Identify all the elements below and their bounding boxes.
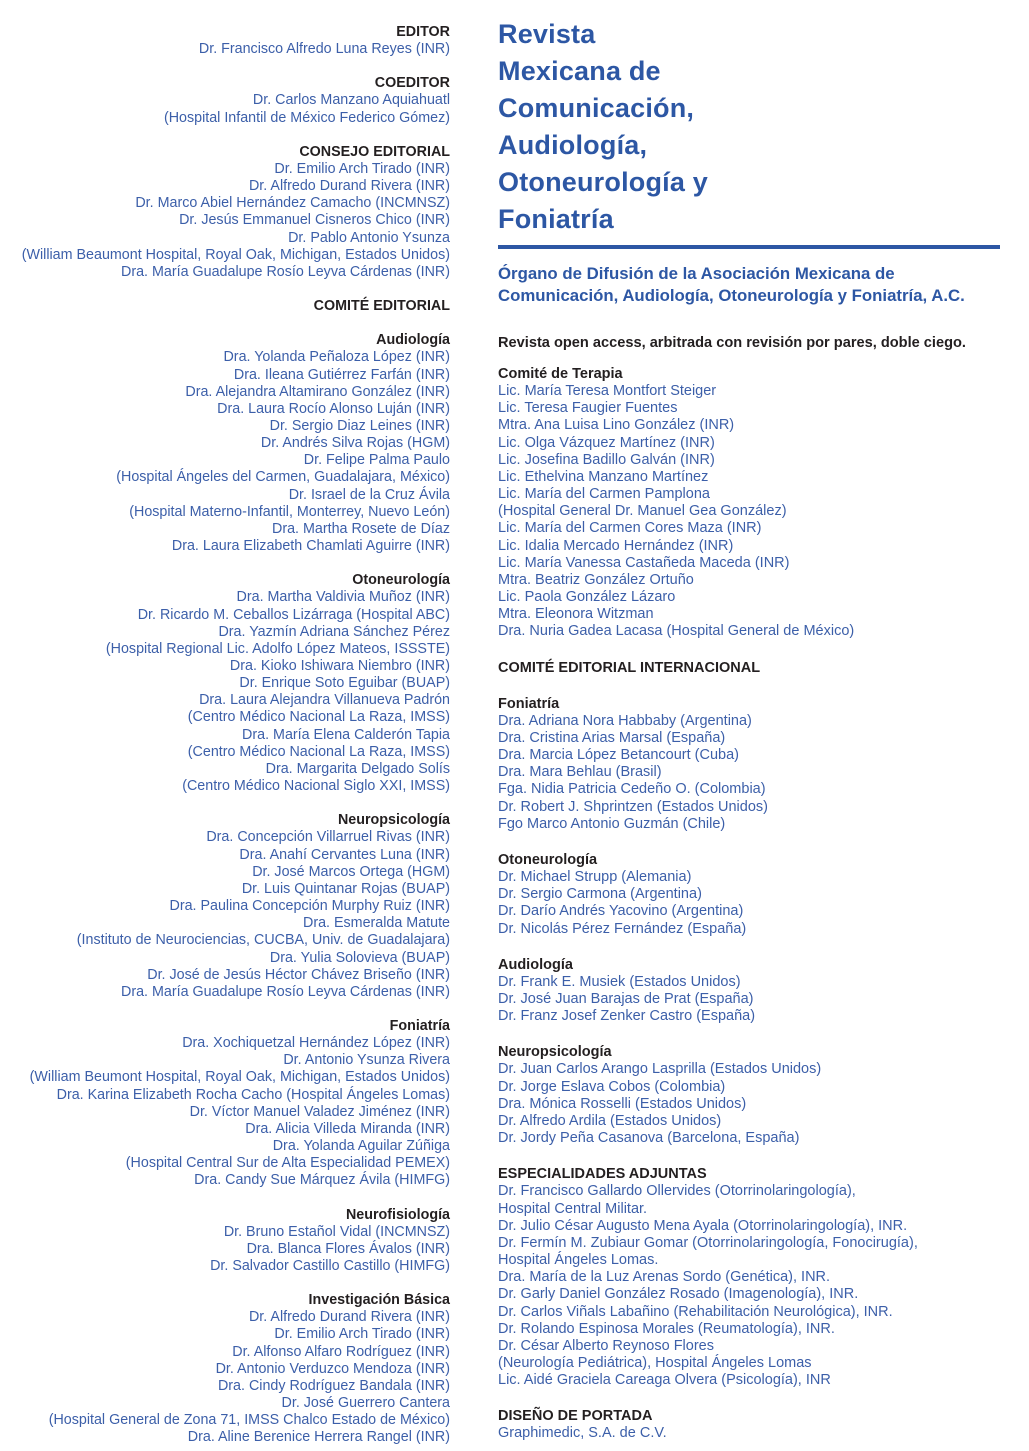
member-line: (Hospital Infantil de México Federico Gómez) <box>163 109 450 126</box>
member-line: Dr. José de Jesús Héctor Chávez Briseño (INR) <box>147 966 450 983</box>
section-lines <box>0 161 450 281</box>
member-line: Dra. Adriana Nora Habbaby (Argentina) <box>498 712 752 729</box>
section-heading: Audiología <box>498 956 573 973</box>
member-line: Lic. Idalia Mercado Hernández (INR) <box>498 537 734 554</box>
member-line: Dr. Sergio Carmona (Argentina) <box>498 886 702 903</box>
member-line: Dra. Esmeralda Matute <box>303 915 450 932</box>
section-heading: Audiología <box>376 332 450 349</box>
member-line: Lic. Ethelvina Manzano Martínez <box>498 468 709 485</box>
section-heading: Investigación Básica <box>308 1292 450 1309</box>
member-line: Lic. Paola González Lázaro <box>498 589 676 606</box>
member-line: Graphimedic, S.A. de C.V. <box>498 1425 667 1442</box>
member-line: Mtra. Eleonora Witzman <box>498 606 654 623</box>
section-heading: Foniatría <box>498 695 560 712</box>
member-line: Lic. Josefina Badillo Galván (INR) <box>498 451 715 468</box>
member-line: (Hospital Regional Lic. Adolfo López Mateos, ISSSTE) <box>105 640 450 657</box>
member-line: Dr. Francisco Gallardo Ollervides (Otorrinolaringología), <box>498 1183 856 1200</box>
member-line: Dra. Ileana Gutiérrez Farfán (INR) <box>233 366 450 383</box>
journal-title <box>498 16 1013 238</box>
committee-section <box>498 852 1013 938</box>
member-line: Dr. Enrique Soto Eguibar (BUAP) <box>239 675 450 692</box>
member-line: Fgo Marco Antonio Guzmán (Chile) <box>498 815 726 832</box>
member-line: Dr. José Juan Barajas de Prat (España) <box>498 991 754 1007</box>
journal-title-line: Audiología, <box>498 130 648 160</box>
member-line: Lic. María del Carmen Pamplona <box>498 486 710 503</box>
member-line: Dra. Candy Sue Márquez Ávila (HIMFG) <box>194 1172 450 1189</box>
member-line: Dr. Carlos Manzano Aquiahuatl <box>252 92 450 109</box>
committee-section <box>498 366 1013 641</box>
member-line: Lic. Olga Vázquez Martínez (INR) <box>498 434 715 451</box>
member-line: Dr. Pablo Antonio Ysunza <box>288 229 450 246</box>
member-line: Dr. Juan Carlos Arango Lasprilla (Estados Unidos) <box>498 1061 822 1078</box>
right-column <box>498 0 1013 1451</box>
member-line: Dr. Felipe Palma Paulo <box>303 452 450 469</box>
member-line: Dra. María Guadalupe Rosío Leyva Cárdenas (INR) <box>121 983 450 1000</box>
title-divider-rule <box>498 245 1000 249</box>
member-line: Dra. Martha Valdivia Muñoz (INR) <box>236 589 450 606</box>
section-heading: Neuropsicología <box>337 812 450 829</box>
section-lines <box>0 41 450 58</box>
member-line: (Hospital Ángeles del Carmen, Guadalajara, México) <box>116 469 450 486</box>
section-lines <box>0 589 450 795</box>
member-line: Dr. Antonio Ysunza Rivera <box>283 1052 450 1069</box>
member-line: Dr. José Guerrero Cantera <box>281 1395 450 1412</box>
member-line: Dra. Margarita Delgado Solís <box>265 760 450 777</box>
member-line: Lic. Teresa Faugier Fuentes <box>498 400 678 417</box>
section-heading: COMITÉ EDITORIAL INTERNACIONAL <box>498 659 761 676</box>
member-line: Dr. Salvador Castillo Castillo (HIMFG) <box>210 1258 450 1274</box>
editorial-section <box>0 1018 450 1190</box>
member-line: Dra. Yolanda Aguilar Zúñiga <box>272 1138 450 1155</box>
member-line: Dr. Robert J. Shprintzen (Estados Unidos) <box>498 798 768 815</box>
editorial-section <box>0 572 450 795</box>
journal-subtitle <box>498 263 1013 307</box>
section-lines <box>0 1224 450 1275</box>
journal-title-line: Foniatría <box>498 204 614 234</box>
member-line: Dr. Jorge Eslava Cobos (Colombia) <box>498 1078 726 1095</box>
member-line: Dra. Anahí Cervantes Luna (INR) <box>239 846 450 863</box>
section-lines <box>498 713 1013 833</box>
member-line: (Hospital General Dr. Manuel Gea González) <box>498 503 787 520</box>
member-line: Dr. Emilio Arch Tirado (INR) <box>274 1326 450 1343</box>
member-line: Lic. María del Carmen Cores Maza (INR) <box>498 520 762 537</box>
member-line: Dra. Mara Behlau (Brasil) <box>498 764 662 781</box>
section-lines <box>498 974 1013 1025</box>
member-line: Dr. Jordy Peña Casanova (Barcelona, España) <box>498 1130 800 1147</box>
member-line: (Centro Médico Nacional Siglo XXI, IMSS) <box>182 778 450 795</box>
section-lines <box>0 1309 450 1446</box>
section-heading: CONSEJO EDITORIAL <box>299 143 450 160</box>
member-line: Dr. Marco Abiel Hernández Camacho (INCMNSZ) <box>135 195 450 212</box>
section-lines <box>0 349 450 555</box>
editorial-section <box>0 24 450 58</box>
section-lines <box>0 1035 450 1189</box>
member-line: Dr. Rolando Espinosa Morales (Reumatología), INR. <box>498 1320 835 1337</box>
journal-subtitle-line: Comunicación, Audiología, Otoneurología y Foniatría, A.C. <box>498 286 965 305</box>
member-line: Dra. Concepción Villarruel Rivas (INR) <box>206 829 450 846</box>
member-line: Dra. Aline Berenice Herrera Rangel (INR) <box>187 1429 450 1446</box>
committee-section <box>498 1044 1013 1147</box>
member-line: (Hospital General de Zona 71, IMSS Chalco Estado de México) <box>48 1412 450 1429</box>
member-line: Dr. Alfonso Alfaro Rodríguez (INR) <box>232 1343 450 1360</box>
member-line: Dra. Alejandra Altamirano González (INR) <box>185 383 450 400</box>
member-line: Dra. Karina Elizabeth Rocha Cacho (Hospital Ángeles Lomas) <box>56 1086 450 1103</box>
member-line: (Neurología Pediátrica), Hospital Ángeles Lomas <box>498 1354 812 1371</box>
member-line: Dra. Cindy Rodríguez Bandala (INR) <box>217 1377 450 1394</box>
member-line: Dr. Nicolás Pérez Fernández (España) <box>498 920 747 937</box>
member-line: Dra. Xochiquetzal Hernández López (INR) <box>182 1035 450 1052</box>
journal-title-line: Revista <box>498 19 596 49</box>
left-column <box>0 0 450 1451</box>
member-line: Lic. María Teresa Montfort Steiger <box>498 383 717 400</box>
committee-section <box>498 1408 1013 1442</box>
member-line: Dra. Yulia Solovieva (BUAP) <box>269 949 450 966</box>
member-line: Dra. María Guadalupe Rosío Leyva Cárdenas (INR) <box>121 263 450 280</box>
member-line: Dr. Emilio Arch Tirado (INR) <box>274 160 450 177</box>
member-line: Lic. Aidé Graciela Careaga Olvera (Psicología), INR <box>498 1372 831 1389</box>
member-line: Dra. Blanca Flores Ávalos (INR) <box>246 1240 450 1257</box>
member-line: Dr. Luis Quintanar Rojas (BUAP) <box>241 880 450 897</box>
member-line: (Centro Médico Nacional La Raza, IMSS) <box>187 709 450 726</box>
section-lines <box>498 869 1013 938</box>
member-line: Dra. Yazmín Adriana Sánchez Pérez <box>218 623 450 640</box>
journal-subtitle-line: Órgano de Difusión de la Asociación Mexicana de <box>498 264 895 283</box>
member-line: Fga. Nidia Patricia Cedeño O. (Colombia) <box>498 781 766 798</box>
member-line: Dr. Ricardo M. Ceballos Lizárraga (Hospital ABC) <box>137 606 450 623</box>
member-line: Mtra. Ana Luisa Lino González (INR) <box>498 417 735 434</box>
section-lines <box>498 1425 1013 1442</box>
member-line: Dr. César Alberto Reynoso Flores <box>498 1337 714 1354</box>
member-line: Dra. Martha Rosete de Díaz <box>272 520 450 537</box>
committee-sections <box>498 366 1013 1443</box>
member-line: Dr. José Marcos Ortega (HGM) <box>252 863 450 880</box>
member-line: Dra. Laura Elizabeth Chamlati Aguirre (INR) <box>171 538 450 555</box>
journal-title-line: Comunicación, <box>498 93 695 123</box>
member-line: Dra. Laura Rocío Alonso Luján (INR) <box>217 400 450 417</box>
open-access-note: Revista open access, arbitrada con revisión por pares, doble ciego. <box>498 335 966 351</box>
member-line: Hospital Central Militar. <box>498 1200 648 1217</box>
journal-title-line: Mexicana de <box>498 56 661 86</box>
member-line: Dra. Kioko Ishiwara Niembro (INR) <box>229 658 450 674</box>
member-line: Dr. Sergio Diaz Leines (INR) <box>269 417 450 434</box>
section-heading: Foniatría <box>389 1017 450 1034</box>
member-line: Dr. Alfredo Durand Rivera (INR) <box>248 178 450 195</box>
member-line: (Instituto de Neurociencias, CUCBA, Univ. de Guadalajara) <box>76 932 450 949</box>
section-heading: COMITÉ EDITORIAL <box>313 298 450 315</box>
section-heading: Neurofisiología <box>345 1206 450 1223</box>
section-lines <box>498 383 1013 640</box>
member-line: Dra. Paulina Concepción Murphy Ruiz (INR) <box>169 898 450 915</box>
member-line: Dr. Alfredo Ardila (Estados Unidos) <box>498 1112 722 1129</box>
member-line: (Hospital Materno-Infantil, Monterrey, Nuevo León) <box>129 503 450 520</box>
member-line: Dr. Frank E. Musiek (Estados Unidos) <box>498 973 741 990</box>
member-line: Dr. Antonio Verduzco Mendoza (INR) <box>215 1360 450 1377</box>
section-lines <box>498 1183 1013 1389</box>
member-line: Lic. María Vanessa Castañeda Maceda (INR) <box>498 554 790 571</box>
section-heading: COEDITOR <box>374 75 450 92</box>
section-heading: Otoneurología <box>352 572 450 589</box>
member-line: Dra. Marcia López Betancourt (Cuba) <box>498 747 739 764</box>
member-line: Dr. Michael Strupp (Alemania) <box>498 869 692 886</box>
member-line: Dra. Cristina Arias Marsal (España) <box>498 729 726 746</box>
editorial-section <box>0 1207 450 1276</box>
journal-title-line: Otoneurología y <box>498 167 709 197</box>
member-line: (Centro Médico Nacional La Raza, IMSS) <box>187 743 450 760</box>
section-heading: Comité de Terapia <box>498 366 623 382</box>
section-lines <box>0 829 450 1001</box>
section-lines <box>498 1061 1013 1147</box>
committee-section <box>498 957 1013 1026</box>
section-heading: Otoneurología <box>498 851 598 868</box>
member-line: (Hospital Central Sur de Alta Especialidad PEMEX) <box>125 1155 450 1172</box>
member-line: Mtra. Beatriz González Ortuño <box>498 571 694 588</box>
member-line: Dr. Jesús Emmanuel Cisneros Chico (INR) <box>179 212 450 229</box>
member-line: Hospital Ángeles Lomas. <box>498 1252 659 1269</box>
section-heading: EDITOR <box>396 24 450 40</box>
member-line: Dra. Yolanda Peñaloza López (INR) <box>223 349 450 366</box>
editorial-section <box>0 1292 450 1446</box>
member-line: Dr. Israel de la Cruz Ávila <box>288 486 450 503</box>
member-line: Dra. Mónica Rosselli (Estados Unidos) <box>498 1095 747 1112</box>
member-line: Dr. Francisco Alfredo Luna Reyes (INR) <box>198 41 450 58</box>
member-line: Dr. Franz Josef Zenker Castro (España) <box>498 1008 756 1025</box>
member-line: Dra. María de la Luz Arenas Sordo (Genética), INR. <box>498 1269 831 1286</box>
editorial-section <box>0 298 450 315</box>
member-line: Dr. Carlos Viñals Labañino (Rehabilitación Neurológica), INR. <box>498 1303 893 1320</box>
member-line: Dr. Bruno Estañol Vidal (INCMNSZ) <box>223 1223 450 1240</box>
section-lines <box>0 92 450 126</box>
member-line: Dra. Laura Alejandra Villanueva Padrón <box>199 692 450 709</box>
member-line: Dr. Víctor Manuel Valadez Jiménez (INR) <box>189 1103 450 1120</box>
member-line: Dra. Alicia Villeda Miranda (INR) <box>245 1120 450 1137</box>
editorial-section <box>0 812 450 1001</box>
member-line: Dr. Fermín M. Zubiaur Gomar (Otorrinolaringología, Fonocirugía), <box>498 1234 918 1251</box>
section-heading: ESPECIALIDADES ADJUNTAS <box>498 1166 707 1183</box>
committee-section <box>498 660 1013 677</box>
member-line: (William Beaumont Hospital, Royal Oak, Michigan, Estados Unidos) <box>21 246 450 263</box>
section-heading: DISEÑO DE PORTADA <box>498 1408 653 1425</box>
editorial-section <box>0 144 450 281</box>
member-line: Dr. Alfredo Durand Rivera (INR) <box>248 1309 450 1326</box>
committee-section <box>498 1166 1013 1389</box>
member-line: Dra. María Elena Calderón Tapia <box>242 726 450 743</box>
member-line: Dr. Garly Daniel González Rosado (Imagenología), INR. <box>498 1286 859 1303</box>
committee-section <box>498 696 1013 833</box>
member-line: Dra. Nuria Gadea Lacasa (Hospital General de México) <box>498 623 855 640</box>
editorial-section <box>0 75 450 126</box>
member-line: Dr. Julio César Augusto Mena Ayala (Otorrinolaringología), INR. <box>498 1217 908 1234</box>
member-line: Dr. Darío Andrés Yacovino (Argentina) <box>498 903 744 920</box>
member-line: Dr. Andrés Silva Rojas (HGM) <box>260 435 450 452</box>
editorial-section <box>0 332 450 555</box>
section-heading: Neuropsicología <box>498 1044 612 1061</box>
member-line: (William Beumont Hospital, Royal Oak, Michigan, Estados Unidos) <box>29 1069 450 1086</box>
